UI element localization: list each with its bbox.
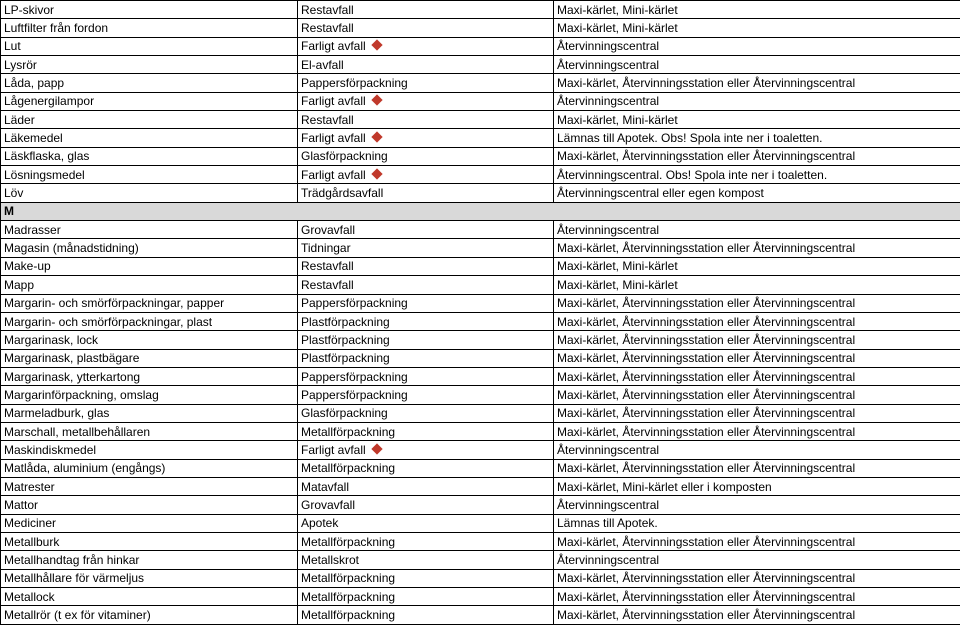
- category-label: El-avfall: [301, 57, 344, 72]
- section-header-row: [1, 202, 960, 220]
- category-cell: [298, 294, 554, 312]
- table-row: [1, 74, 960, 92]
- item-cell: Margarin- och smörförpackningar, plast: [1, 312, 298, 330]
- table-row: [1, 477, 960, 495]
- destination-cell: Maxi-kärlet, Återvinningsstation eller Återvinningscentral: [554, 569, 960, 587]
- item-cell: LP-skivor: [1, 1, 298, 19]
- category-label: Plastförpackning: [301, 314, 390, 329]
- table-row: [1, 367, 960, 385]
- destination-cell: Maxi-kärlet, Återvinningsstation eller Återvinningscentral: [554, 349, 960, 367]
- item-cell: Lut: [1, 37, 298, 55]
- category-cell: [298, 221, 554, 239]
- category-label: Restavfall: [301, 112, 354, 127]
- table-row: [1, 422, 960, 440]
- table-row: [1, 37, 960, 55]
- table-row: [1, 92, 960, 110]
- category-label: Trädgårdsavfall: [301, 186, 384, 201]
- table-row: [1, 276, 960, 294]
- item-cell: Make-up: [1, 257, 298, 275]
- category-label: Farligt avfall: [301, 442, 366, 457]
- item-cell: Mapp: [1, 276, 298, 294]
- table-row: [1, 441, 960, 459]
- category-label: Plastförpackning: [301, 332, 390, 347]
- category-cell: [298, 514, 554, 532]
- table-row: [1, 221, 960, 239]
- destination-cell: Lämnas till Apotek.: [554, 514, 960, 532]
- category-cell: [298, 129, 554, 147]
- item-cell: Matrester: [1, 477, 298, 495]
- category-cell: [298, 422, 554, 440]
- red-diamond-hazard-icon: [371, 40, 382, 51]
- destination-cell: Maxi-kärlet, Återvinningsstation eller Återvinningscentral: [554, 459, 960, 477]
- table-row: [1, 1, 960, 19]
- item-cell: Margarinask, plastbägare: [1, 349, 298, 367]
- category-label: Farligt avfall: [301, 39, 366, 54]
- red-diamond-hazard-icon: [371, 95, 382, 106]
- category-label: Pappersförpackning: [301, 296, 408, 311]
- category-cell: [298, 37, 554, 55]
- category-label: Restavfall: [301, 21, 354, 36]
- destination-cell: Maxi-kärlet, Återvinningsstation eller Återvinningscentral: [554, 331, 960, 349]
- category-label: Farligt avfall: [301, 94, 366, 109]
- category-label: Farligt avfall: [301, 131, 366, 146]
- category-label: Glasförpackning: [301, 406, 388, 421]
- category-label: Restavfall: [301, 2, 354, 17]
- destination-cell: Maxi-kärlet, Återvinningsstation eller Återvinningscentral: [554, 147, 960, 165]
- item-cell: Läskflaska, glas: [1, 147, 298, 165]
- category-cell: [298, 404, 554, 422]
- item-cell: Maskindiskmedel: [1, 441, 298, 459]
- category-label: Restavfall: [301, 259, 354, 274]
- category-label: Matavfall: [301, 479, 350, 494]
- section-letter: M: [1, 202, 960, 220]
- red-diamond-hazard-icon: [371, 443, 382, 454]
- destination-cell: Återvinningscentral: [554, 441, 960, 459]
- item-cell: Madrasser: [1, 221, 298, 239]
- category-cell: [298, 56, 554, 74]
- table-row: [1, 532, 960, 550]
- category-cell: [298, 496, 554, 514]
- red-diamond-hazard-icon: [371, 168, 382, 179]
- category-cell: [298, 312, 554, 330]
- table-row: [1, 239, 960, 257]
- category-label: Apotek: [301, 516, 339, 531]
- table-row: [1, 19, 960, 37]
- destination-cell: Återvinningscentral: [554, 221, 960, 239]
- table-row: [1, 349, 960, 367]
- item-cell: Luftfilter från fordon: [1, 19, 298, 37]
- category-cell: [298, 166, 554, 184]
- destination-cell: Maxi-kärlet, Återvinningsstation eller Återvinningscentral: [554, 239, 960, 257]
- destination-cell: Återvinningscentral. Obs! Spola inte ner i toaletten.: [554, 166, 960, 184]
- category-label: Grovavfall: [301, 497, 356, 512]
- item-cell: Metallhållare för värmeljus: [1, 569, 298, 587]
- category-cell: [298, 276, 554, 294]
- destination-cell: Maxi-kärlet, Mini-kärlet: [554, 276, 960, 294]
- table-row: [1, 588, 960, 606]
- category-label: Metallförpackning: [301, 589, 396, 604]
- item-cell: Marschall, metallbehållaren: [1, 422, 298, 440]
- item-cell: Låda, papp: [1, 74, 298, 92]
- item-cell: Margarin- och smörförpackningar, papper: [1, 294, 298, 312]
- category-cell: [298, 349, 554, 367]
- table-row: [1, 129, 960, 147]
- item-cell: Lösningsmedel: [1, 166, 298, 184]
- category-label: Pappersförpackning: [301, 369, 408, 384]
- destination-cell: Maxi-kärlet, Återvinningsstation eller Återvinningscentral: [554, 606, 960, 624]
- destination-cell: Maxi-kärlet, Återvinningsstation eller Återvinningscentral: [554, 74, 960, 92]
- category-label: Glasförpackning: [301, 149, 388, 164]
- destination-cell: Återvinningscentral: [554, 56, 960, 74]
- destination-cell: Maxi-kärlet, Återvinningsstation eller Återvinningscentral: [554, 532, 960, 550]
- table-row: [1, 147, 960, 165]
- category-cell: [298, 569, 554, 587]
- category-label: Pappersförpackning: [301, 387, 408, 402]
- category-cell: [298, 367, 554, 385]
- category-cell: [298, 551, 554, 569]
- category-cell: [298, 92, 554, 110]
- table-row: [1, 496, 960, 514]
- category-cell: [298, 184, 554, 202]
- category-cell: [298, 1, 554, 19]
- item-cell: Metallrör (t ex för vitaminer): [1, 606, 298, 624]
- category-label: Metallförpackning: [301, 608, 396, 623]
- destination-cell: Maxi-kärlet, Återvinningsstation eller Återvinningscentral: [554, 422, 960, 440]
- category-label: Metallförpackning: [301, 461, 396, 476]
- destination-cell: Maxi-kärlet, Mini-kärlet: [554, 1, 960, 19]
- category-cell: [298, 331, 554, 349]
- item-cell: Läkemedel: [1, 129, 298, 147]
- destination-cell: Maxi-kärlet, Mini-kärlet: [554, 257, 960, 275]
- category-cell: [298, 588, 554, 606]
- destination-cell: Maxi-kärlet, Återvinningsstation eller Återvinningscentral: [554, 312, 960, 330]
- item-cell: Matlåda, aluminium (engångs): [1, 459, 298, 477]
- category-cell: [298, 441, 554, 459]
- table-row: [1, 569, 960, 587]
- category-cell: [298, 239, 554, 257]
- table-row: [1, 404, 960, 422]
- table-row: [1, 166, 960, 184]
- table-row: [1, 184, 960, 202]
- category-label: Metallförpackning: [301, 534, 396, 549]
- item-cell: Lågenergilampor: [1, 92, 298, 110]
- item-cell: Läder: [1, 111, 298, 129]
- category-cell: [298, 386, 554, 404]
- destination-cell: Maxi-kärlet, Mini-kärlet eller i komposten: [554, 477, 960, 495]
- table-row: [1, 312, 960, 330]
- item-cell: Metallock: [1, 588, 298, 606]
- item-cell: Metallburk: [1, 532, 298, 550]
- table-row: [1, 606, 960, 624]
- destination-cell: Maxi-kärlet, Återvinningsstation eller Återvinningscentral: [554, 588, 960, 606]
- category-label: Pappersförpackning: [301, 76, 408, 91]
- table-row: [1, 331, 960, 349]
- table-row: [1, 111, 960, 129]
- destination-cell: Maxi-kärlet, Återvinningsstation eller Återvinningscentral: [554, 294, 960, 312]
- category-cell: [298, 257, 554, 275]
- item-cell: Mediciner: [1, 514, 298, 532]
- category-label: Metallförpackning: [301, 424, 396, 439]
- item-cell: Margarinask, ytterkartong: [1, 367, 298, 385]
- category-cell: [298, 532, 554, 550]
- category-cell: [298, 74, 554, 92]
- category-cell: [298, 477, 554, 495]
- item-cell: Margarinförpackning, omslag: [1, 386, 298, 404]
- destination-cell: Återvinningscentral: [554, 92, 960, 110]
- category-label: Metallskrot: [301, 552, 360, 567]
- item-cell: Margarinask, lock: [1, 331, 298, 349]
- category-label: Farligt avfall: [301, 167, 366, 182]
- category-label: Restavfall: [301, 277, 354, 292]
- category-label: Metallförpackning: [301, 571, 396, 586]
- red-diamond-hazard-icon: [371, 131, 382, 142]
- destination-cell: Lämnas till Apotek. Obs! Spola inte ner i toaletten.: [554, 129, 960, 147]
- destination-cell: Återvinningscentral: [554, 496, 960, 514]
- item-cell: Mattor: [1, 496, 298, 514]
- destination-cell: Maxi-kärlet, Återvinningsstation eller Återvinningscentral: [554, 386, 960, 404]
- table-row: [1, 294, 960, 312]
- table-row: [1, 551, 960, 569]
- destination-cell: Återvinningscentral eller egen kompost: [554, 184, 960, 202]
- category-label: Grovavfall: [301, 222, 356, 237]
- table-body: [1, 1, 960, 625]
- destination-cell: Maxi-kärlet, Mini-kärlet: [554, 19, 960, 37]
- table-row: [1, 56, 960, 74]
- category-cell: [298, 459, 554, 477]
- table-row: [1, 459, 960, 477]
- category-cell: [298, 147, 554, 165]
- item-cell: Marmeladburk, glas: [1, 404, 298, 422]
- category-cell: [298, 19, 554, 37]
- item-cell: Metallhandtag från hinkar: [1, 551, 298, 569]
- destination-cell: Maxi-kärlet, Återvinningsstation eller Återvinningscentral: [554, 404, 960, 422]
- destination-cell: Maxi-kärlet, Återvinningsstation eller Återvinningscentral: [554, 367, 960, 385]
- item-cell: Löv: [1, 184, 298, 202]
- table-row: [1, 514, 960, 532]
- destination-cell: Återvinningscentral: [554, 37, 960, 55]
- table-row: [1, 257, 960, 275]
- category-label: Tidningar: [301, 241, 351, 256]
- table-row: [1, 386, 960, 404]
- category-label: Plastförpackning: [301, 351, 390, 366]
- category-cell: [298, 606, 554, 624]
- destination-cell: Maxi-kärlet, Mini-kärlet: [554, 111, 960, 129]
- item-cell: Magasin (månadstidning): [1, 239, 298, 257]
- category-cell: [298, 111, 554, 129]
- destination-cell: Återvinningscentral: [554, 551, 960, 569]
- item-cell: Lysrör: [1, 56, 298, 74]
